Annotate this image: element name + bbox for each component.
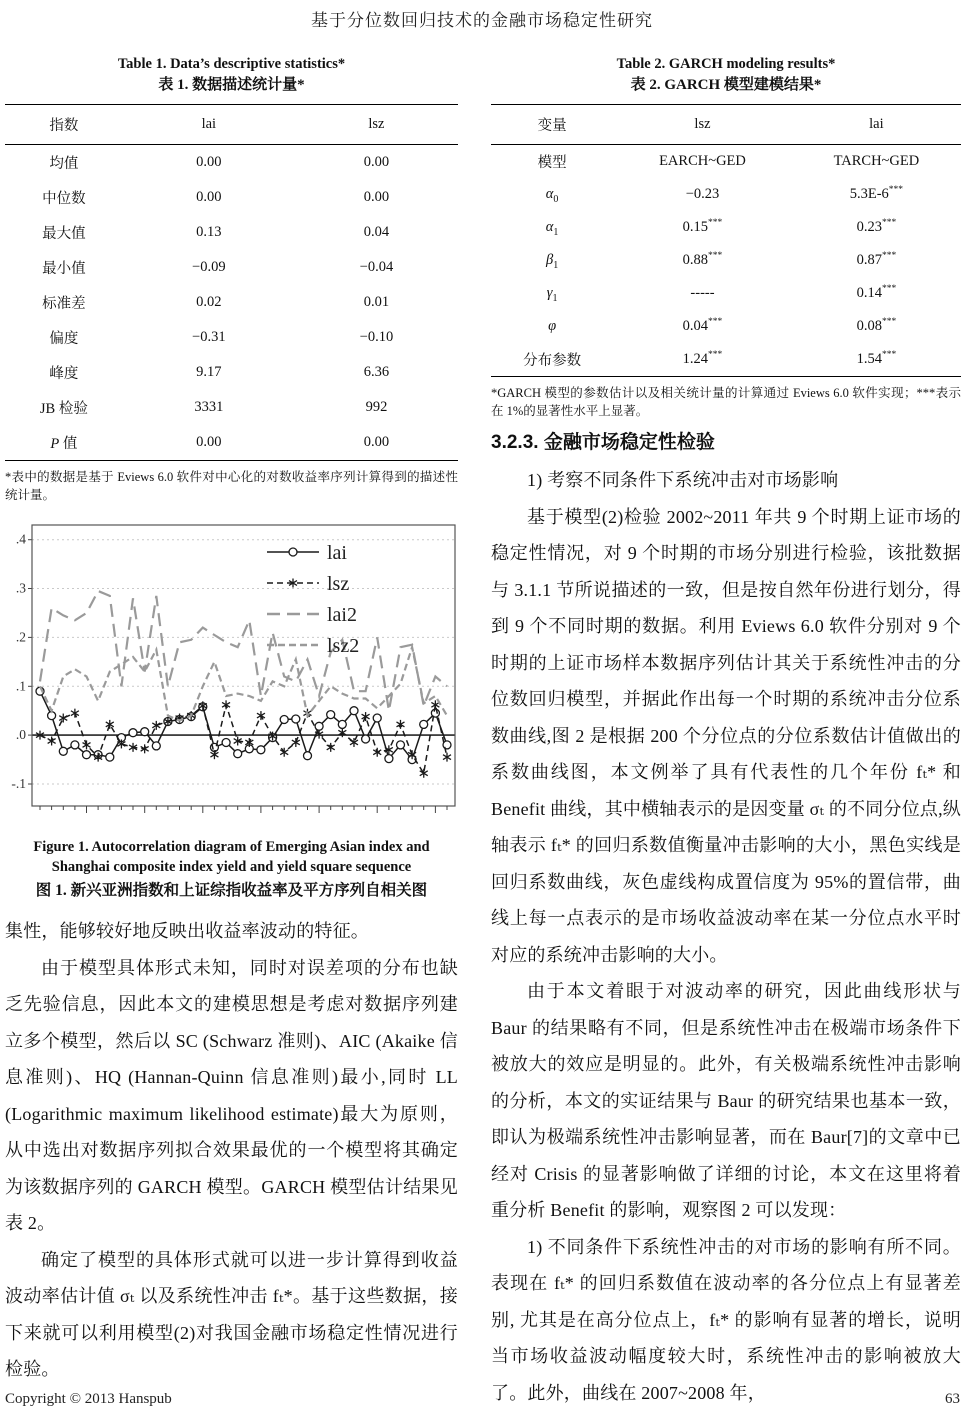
table-cell: 均值: [49, 156, 79, 172]
table-cell: −0.10: [359, 329, 394, 345]
table-cell: 0.00: [363, 189, 390, 205]
table-cell: 偏度: [49, 331, 79, 347]
table-cell: −0.23: [685, 186, 720, 202]
figure1-caption: [5, 837, 458, 903]
y-tick-label: .2: [15, 629, 26, 645]
table-cell: TARCH~GED: [833, 153, 920, 169]
table-cell: 992: [365, 399, 388, 415]
table1-caption-zh: 表 1. 数据描述统计量*: [158, 77, 305, 93]
column-header: lsz: [295, 105, 458, 145]
table-cell: 0.88***: [682, 251, 723, 268]
table-row: [5, 285, 458, 320]
table-cell: 1.24***: [682, 350, 723, 367]
table-cell: 0.15***: [682, 218, 723, 235]
table-cell: 0.14***: [856, 284, 897, 301]
table-cell: $\gamma_1$: [546, 285, 558, 304]
paragraph: 1) 不同条件下系统性冲击的对市场的影响有所不同。表现在 fₜ* 的回归系数值在波动率的各分位点上有显著差别, 尤其是在高分位点上，fₜ* 的影响有显著的增长，说明当市场收益波动幅度较大时，系统性冲击的影响被放大了。此外，曲线在 2007~2008 年，: [491, 1236, 961, 1403]
table-row: [5, 215, 458, 250]
table-cell: 标准差: [42, 296, 86, 312]
table-row: [491, 343, 961, 377]
table-cell: 最大值: [42, 226, 86, 242]
section-heading-323: 3.2.3. 金融市场稳定性检验: [491, 432, 715, 453]
table-cell: EARCH~GED: [659, 153, 746, 169]
table1-footnote: *表中的数据是基于 Eviews 6.0 软件对中心化的对数收益率序列计算得到的描述性统计量。: [5, 470, 458, 502]
table-row: [491, 178, 961, 211]
right-column: [491, 52, 961, 1411]
y-tick-label: -.1: [11, 776, 26, 791]
table-cell: φ: [548, 318, 557, 334]
table-row: [5, 145, 458, 181]
table-cell: 分布参数: [523, 353, 582, 369]
table-row: [491, 145, 961, 179]
table-cell: 0.87***: [856, 251, 897, 268]
footer-copyright: Copyright © 2013 Hanspub: [5, 1391, 172, 1407]
table-row: [491, 310, 961, 343]
table-row: [491, 277, 961, 310]
table-cell: 0.00: [196, 189, 222, 205]
table2-garch-results: [491, 104, 961, 377]
table-cell: -----: [690, 285, 715, 301]
legend-label: lai: [327, 542, 347, 564]
table1-caption-en: Table 1. Data’s descriptive statistics*: [117, 56, 346, 72]
autocorrelation-plot: [5, 520, 458, 826]
column-header: 变量: [491, 105, 613, 145]
table-cell: $\alpha_0$: [545, 186, 559, 205]
table-cell: 0.01: [363, 294, 390, 310]
paragraph: 由于模型具体形式未知，同时对误差项的分布也缺乏先验信息，因此本文的建模思想是考虑对数据序列建立多个模型，然后以 SC (Schwarz 准则)、AIC (Akaike 信息准则)、HQ (Hannan-Quinn 信息准则)最小,同时 LL (Logarithmic maximum likelihood estimate)最大为原则，从中选出对数据序列拟合效果最优的一个模型将其确定为该数据序列的 GARCH 模型。GARCH 模型估计结果见表 2。: [5, 957, 458, 1233]
table-cell: 0.13: [196, 224, 222, 240]
table-row: [491, 244, 961, 277]
table-row: [5, 320, 458, 355]
column-header: lsz: [613, 105, 792, 145]
paragraph: 1) 考察不同条件下系统冲击对市场影响: [527, 470, 839, 490]
table-row: [5, 425, 458, 461]
table-cell: 9.17: [196, 364, 222, 380]
table-row: [5, 390, 458, 425]
table-cell: JB 检验: [39, 401, 88, 417]
table2-footnote: *GARCH 模型的参数估计以及相关统计量的计算通过 Eviews 6.0 软件实现；***表示在 1%的显著性水平上显著。: [491, 386, 961, 418]
column-header: lai: [123, 105, 295, 145]
figure1-caption-zh: 图 1. 新兴亚洲指数和上证综指收益率及平方序列自相关图: [35, 882, 428, 899]
y-tick-label: .1: [15, 678, 26, 694]
table-cell: −0.04: [359, 259, 394, 275]
table-cell: 0.04: [363, 224, 390, 240]
table1-caption: [5, 54, 458, 96]
table-row: [5, 355, 458, 390]
table-cell: $\alpha_1$: [545, 219, 559, 238]
y-tick-label: .4: [15, 531, 26, 547]
paragraph: 基于模型(2)检验 2002~2011 年共 9 个时期上证市场的稳定性情况，对 9 个时期的市场分别进行检验，该批数据与 3.1.1 节所说描述的一致，但是按自然年份进行划分，得到 9 个不同时期的数据。利用 Eviews 6.0 软件分别对 9 个时期的上证市场样本数据序列估计其关于系统性冲击的分位数回归模型，并据此作出每一个时期的系统冲击分位系数曲线,图 2 是根据 200 个分位点的分位系数估计值做出的系数曲线图，本文例举了具有代表性的几个年份 fₜ* 和 Benefit 曲线，其中横轴表示的是因变量 σₜ 的不同分位点,纵轴表示 fₜ* 的回归系数值衡量冲击影响的大小，黑色实线是回归系数曲线，灰色虚线构成置信度为 95%的置信带，曲线上每一点表示的是市场收益波动率在某一分位点水平时对应的系统冲击影响的大小。: [491, 506, 961, 965]
figure1-chart: [5, 520, 458, 831]
table-cell: 0.00: [363, 434, 390, 450]
table-cell: −0.31: [192, 329, 226, 345]
legend-label: lai2: [327, 604, 357, 626]
table-cell: 峰度: [49, 366, 79, 382]
y-tick-label: .3: [15, 580, 26, 596]
legend-label: lsz2: [327, 635, 360, 657]
table-cell: 0.00: [363, 154, 390, 170]
series-lsz2: [40, 647, 447, 720]
table-cell: 最小值: [42, 261, 86, 277]
figure1-caption-en: Figure 1. Autocorrelation diagram of Emerging Asian index and Shanghai composite index yield and yield square sequence: [33, 839, 430, 875]
column-header: lai: [792, 105, 961, 145]
legend-label: lsz: [327, 573, 350, 595]
table-cell: 0.08***: [856, 317, 897, 334]
right-paragraphs: [491, 462, 961, 1411]
table-cell: 中位数: [42, 191, 86, 207]
table-cell: P 值: [50, 436, 78, 452]
table-cell: 5.3E-6***: [849, 185, 904, 202]
table-row: [5, 250, 458, 285]
table-cell: $\beta_1$: [545, 252, 559, 271]
table-cell: 模型: [537, 155, 567, 171]
column-header: 指数: [5, 105, 123, 145]
table-cell: 1.54***: [856, 350, 897, 367]
table-row: [5, 180, 458, 215]
footer-page-number: 63: [945, 1391, 960, 1407]
page-title: 基于分位数回归技术的金融市场稳定性研究: [311, 11, 653, 30]
table-cell: 6.36: [363, 364, 390, 380]
table-cell: 0.00: [196, 154, 222, 170]
page-footer: [5, 1391, 960, 1408]
y-tick-label: .0: [15, 727, 26, 743]
table-cell: 0.00: [196, 434, 222, 450]
paragraph: 确定了模型的具体形式就可以进一步计算得到收益波动率估计值 σₜ 以及系统性冲击 fₜ*。基于这些数据，接下来就可以利用模型(2)对我国金融市场稳定性情况进行检验。: [5, 1249, 458, 1379]
table1-descriptive-statistics: [5, 104, 458, 461]
paragraph: 集性，能够较好地反映出收益率波动的特征。: [5, 921, 369, 941]
table-row: [491, 211, 961, 244]
table-cell: −0.09: [192, 259, 226, 275]
left-paragraphs: [5, 913, 458, 1388]
table2-caption: [491, 54, 961, 96]
table-cell: 0.02: [196, 294, 222, 310]
table2-caption-en: Table 2. GARCH modeling results*: [616, 56, 836, 72]
table-cell: 0.04***: [682, 317, 723, 334]
table2-caption-zh: 表 2. GARCH 模型建模结果*: [630, 77, 822, 93]
paragraph: 由于本文着眼于对波动率的研究，因此曲线形状与 Baur 的结果略有不同，但是系统性冲击在极端市场条件下被放大的效应是明显的。此外，有关极端系统性冲击影响的分析，本文的实证结果与 Baur 的研究结果也基本一致，即认为极端系统性冲击影响显著，而在 Baur[7]的文章中已经对 Crisis 的显著影响做了详细的讨论，本文在这里将着重分析 Benefit 的影响，观察图 2 可以发现：: [491, 981, 961, 1220]
left-column: [5, 52, 458, 1388]
series-lsz: [40, 705, 447, 774]
table-cell: 3331: [194, 399, 224, 415]
table-cell: 0.23***: [856, 218, 897, 235]
